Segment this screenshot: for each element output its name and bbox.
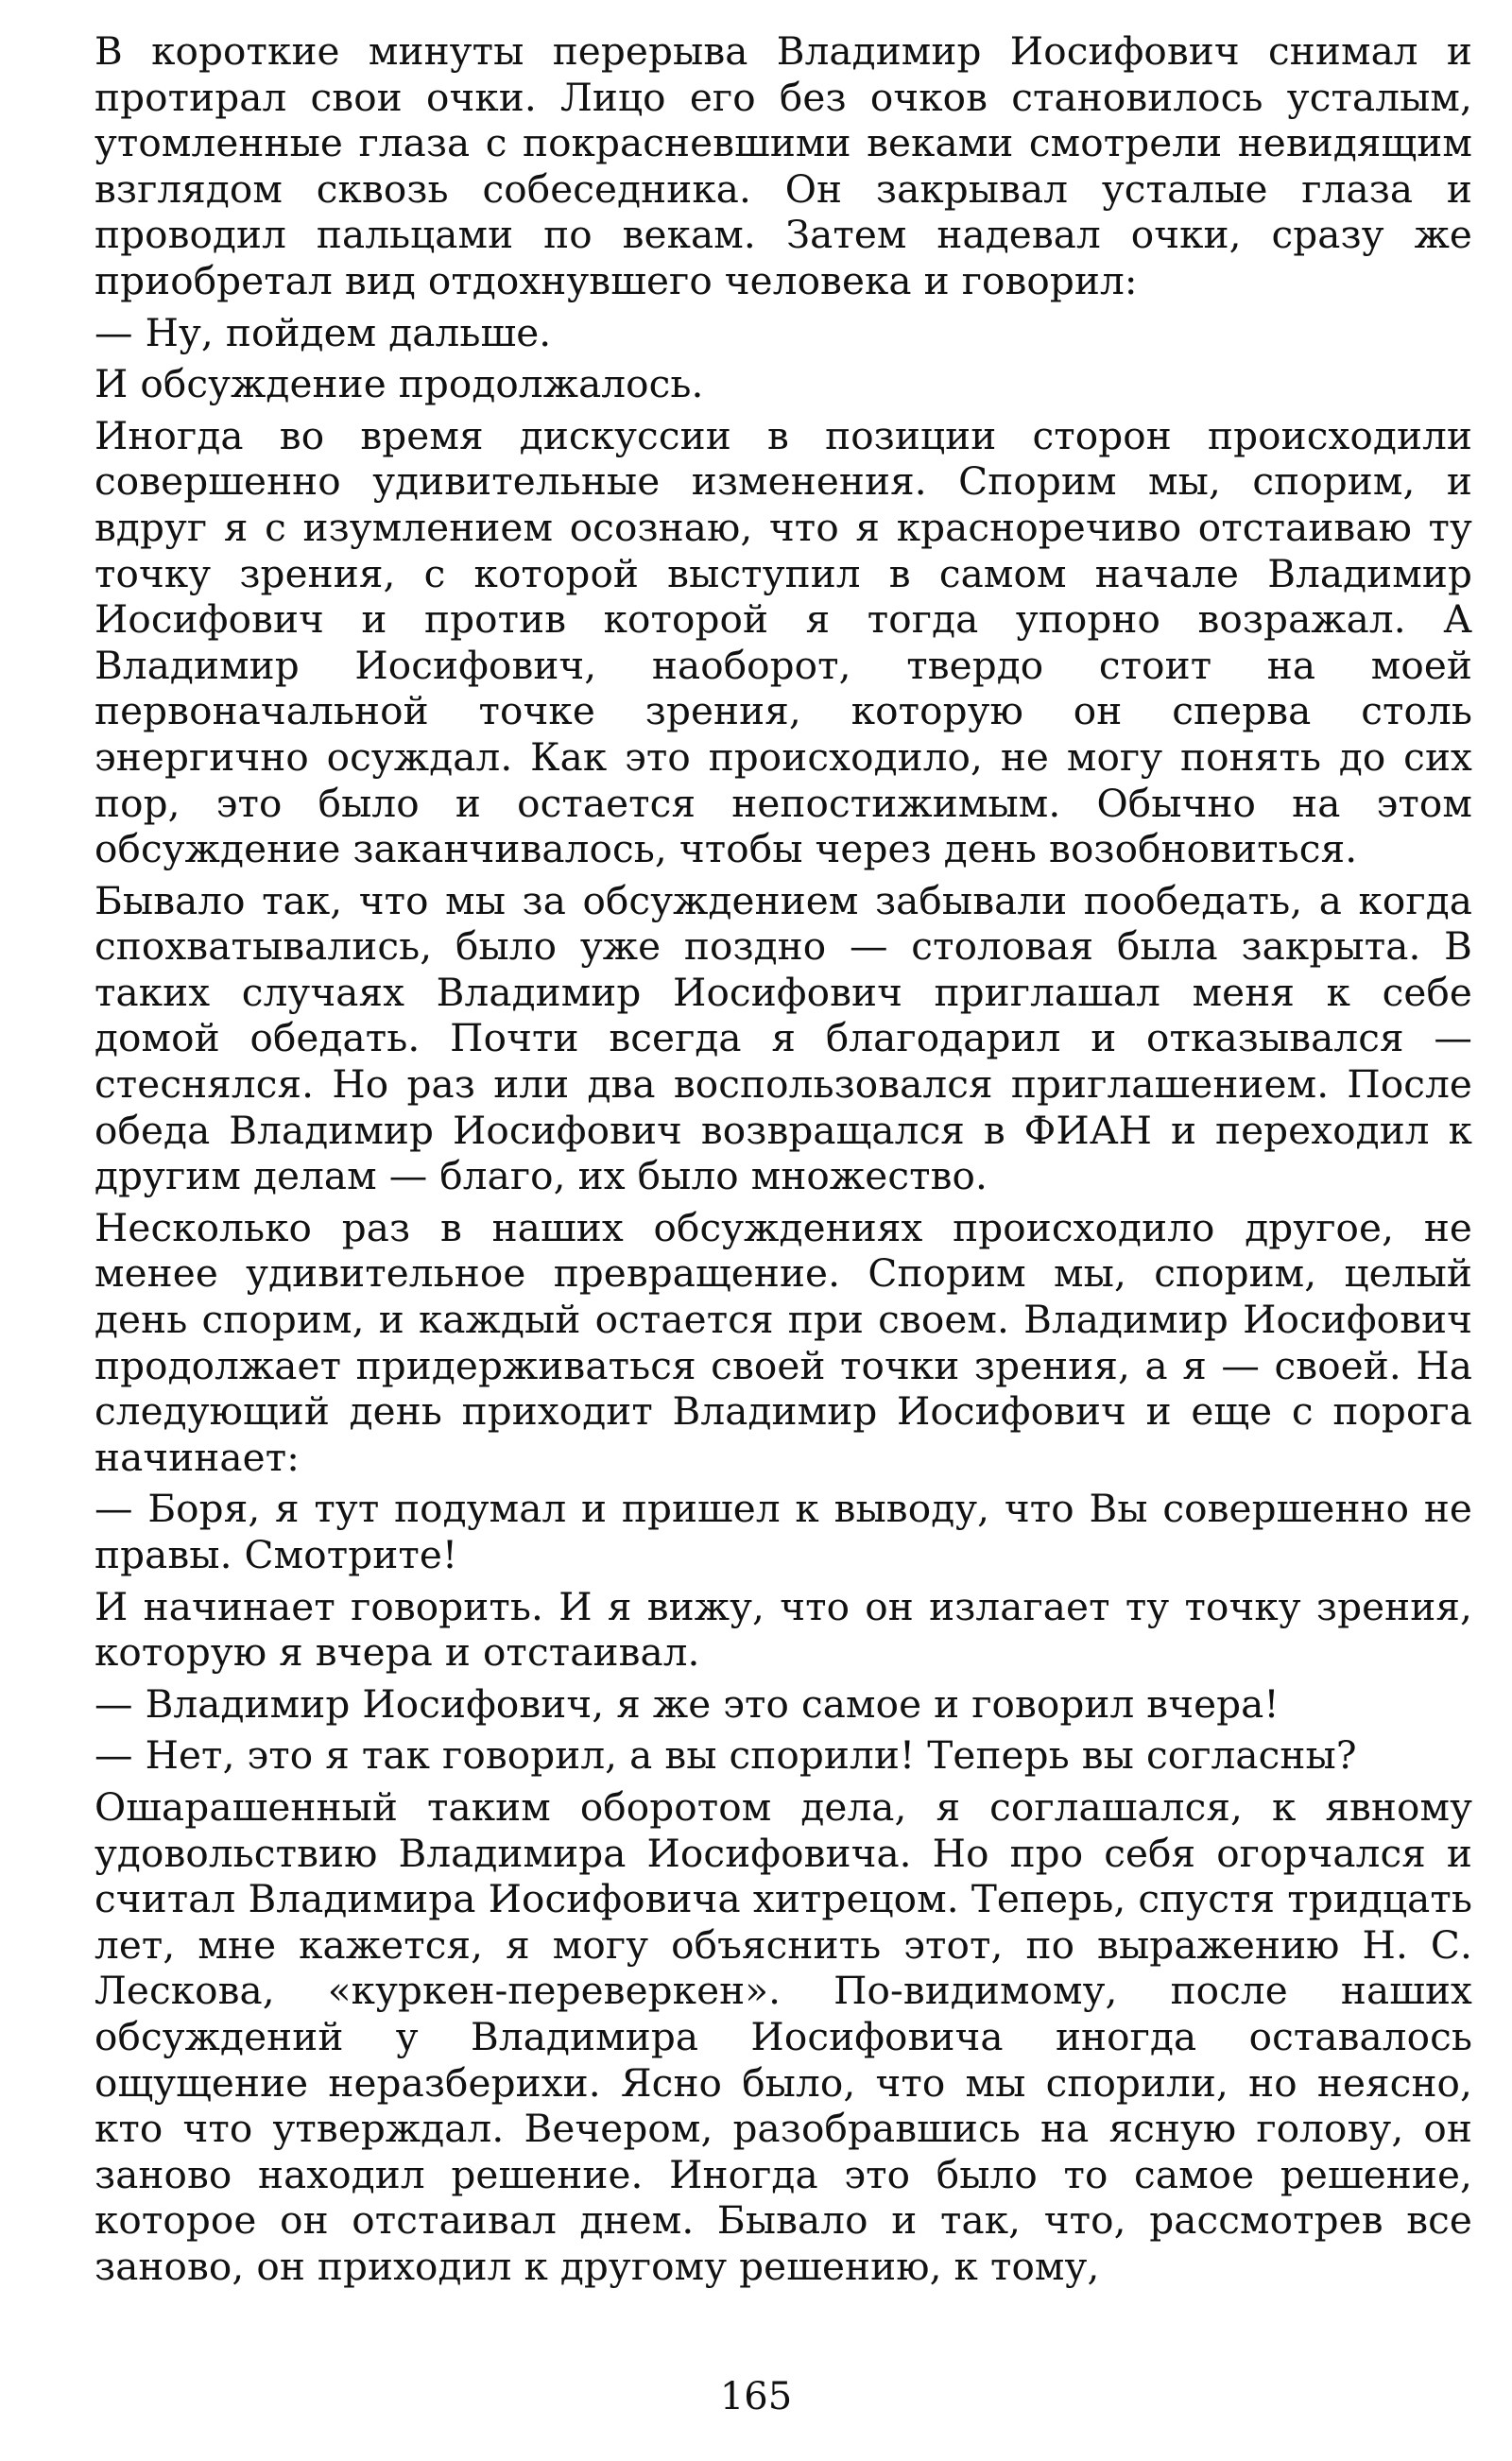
paragraph-11: Ошарашенный таким оборотом дела, я соглашался, к явному удовольствию Владимира Иосифовича. Но про себя огорчался и считал Владимира Иосифовича хитрецом. Теперь, спустя тридцать лет, мне кажется, я могу объяснить этот, по выражению Н. С. Лескова, «куркен-переверкен». По-видимому, после наших обсуждений у Владимира Иосифовича иногда оставалось ощущение неразберихи. Ясно было, что мы спорили, но неясно, кто что утверждал. Вечером, разобравшись на ясную голову, он заново находил решение. Иногда это было то самое решение, которое он отстаивал днем. Бывало и так, что, рассмотрев все заново, он приходил к другому решению, к тому, — [94, 1783, 1472, 2289]
paragraph-10: — Нет, это я так говорил, а вы спорили! Теперь вы согласны? — [94, 1732, 1357, 1779]
paragraph-8: И начинает говорить. И я вижу, что он излагает ту точку зрения, которую я вчера и отстаивал. — [94, 1583, 1472, 1676]
paragraph-3: И обсуждение продолжалось. — [94, 361, 704, 407]
paragraph-5: Бывало так, что мы за обсуждением забывали пообедать, а когда спохватывались, было уже поздно — столовая была закрыта. В таких случаях Владимир Иосифович приглашал меня к себе домой обедать. Почти всегда я благодарил и отказывался — стеснялся. Но раз или два воспользовался приглашением. После обеда Владимир Иосифович возвращался в ФИАН и переходил к другим делам — благо, их было множество. — [94, 877, 1472, 1199]
paragraph-1: В короткие минуты перерыва Владимир Иосифович снимал и протирал свои очки. Лицо его без очков становилось усталым, утомленные глаза с покрасневшими веками смотрели невидящим взглядом сквозь собеседника. Он закрывал усталые глаза и проводил пальцами по векам. Затем надевал очки, сразу же приобретал вид отдохнувшего человека и говорил: — [94, 28, 1472, 303]
paragraph-2: — Ну, пойдем дальше. — [94, 309, 552, 355]
page-number: 165 — [719, 2375, 793, 2418]
paragraph-6: Несколько раз в наших обсуждениях происходило другое, не менее удивительное превращение. Спорим мы, спорим, целый день спорим, и каждый остается при своем. Владимир Иосифович продолжает придерживаться своей точки зрения, а я — своей. На следующий день приходит Владимир Иосифович и еще с порога начинает: — [94, 1204, 1472, 1480]
paragraph-9: — Владимир Иосифович, я же это самое и говорил вчера! — [94, 1680, 1280, 1727]
paragraph-4: Иногда во время дискуссии в позиции сторон происходили совершенно удивительные изменения. Спорим мы, спорим, и вдруг я с изумлением осознаю, что я красноречиво отстаиваю ту точку зрения, с которой выступил в самом начале Владимир Иосифович и против которой я тогда упорно возражал. А Владимир Иосифович, наоборот, твердо стоит на моей первоначальной точке зрения, которую он сперва столь энергично осуждал. Как это происходило, не могу понять до сих пор, это было и остается непостижимым. Обычно на этом обсуждение заканчивалось, чтобы через день возобновиться. — [94, 412, 1472, 872]
paragraph-7: — Боря, я тут подумал и пришел к выводу, что Вы совершенно не правы. Смотрите! — [94, 1486, 1472, 1577]
page-text-block — [94, 28, 1472, 2290]
